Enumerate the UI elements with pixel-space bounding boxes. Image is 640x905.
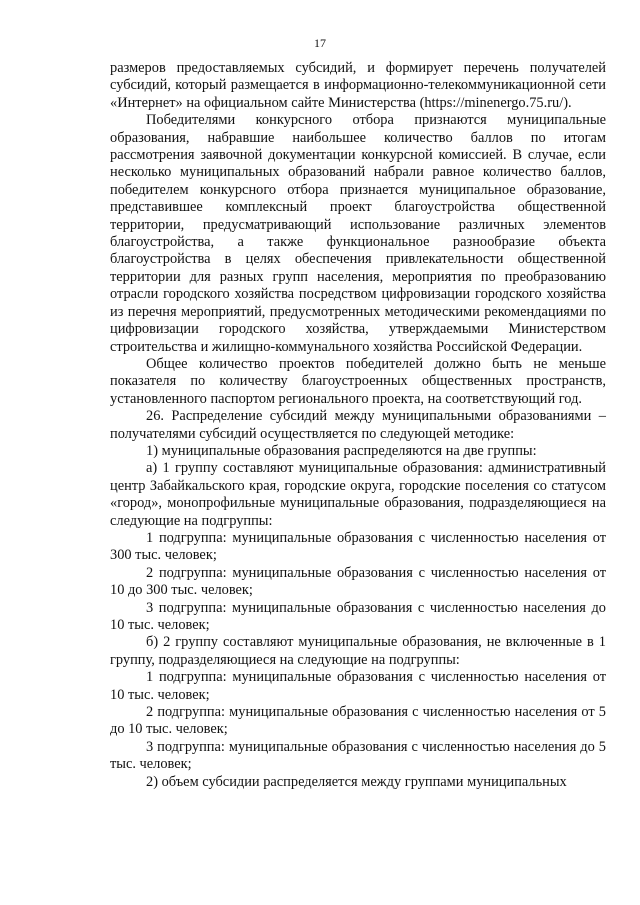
paragraph: а) 1 группу составляют муниципальные образования: административный центр Забайкальского края, городские округа, городские поселения со статусом «город», монопрофильные муниципальные образования, подразделяющиеся на следующие на подгруппы:	[110, 460, 606, 529]
paragraph: 1) муниципальные образования распределяются на две группы:	[146, 442, 537, 459]
paragraph: 3 подгруппа: муниципальные образования с численностью населения до 10 тыс. человек;	[110, 599, 606, 633]
paragraph: 2 подгруппа: муниципальные образования с численностью населения от 10 до 300 тыс. человек;	[110, 564, 606, 599]
paragraph: Победителями конкурсного отбора признаются муниципальные образования, набравшие наибольшее количество баллов по итогам рассмотрения заявочной документации конкурсной комиссией. В случае, если несколько муниципальных образований набрали равное количество баллов, победителем конкурсного отбора признается муниципальное образование, представившее комплексный проект благоустройства общественной территории, предусматривающий использование различных элементов благоустройства, а также функциональное разнообразие объекта благоустройства в целях обеспечения привлекательности общественной территории для разных групп населения, мероприятия по преобразованию отрасли городского хозяйства посредством цифровизации городского хозяйства из перечня мероприятий, предусмотренных методическими рекомендациями по цифровизации городского хозяйства, утверждаемыми Министерством строительства и жилищно-коммунального хозяйства Российской Федерации.	[110, 112, 606, 355]
paragraph: Общее количество проектов победителей должно быть не меньше показателя по количеству благоустроенных общественных пространств, установленного паспортом регионального проекта, на соответствующий год.	[110, 355, 606, 407]
paragraph: 1 подгруппа: муниципальные образования с численностью населения от 10 тыс. человек;	[110, 669, 606, 703]
paragraph: 2) объем субсидии распределяется между группами муниципальных	[146, 773, 567, 790]
page-number: 17	[314, 36, 326, 50]
paragraph: 1 подгруппа: муниципальные образования с численностью населения от 300 тыс. человек;	[110, 529, 606, 564]
paragraph: 26. Распределение субсидий между муниципальными образованиями – получателями субсидий осуществляется по следующей методике:	[110, 408, 606, 442]
paragraph: 3 подгруппа: муниципальные образования с численностью населения до 5 тыс. человек;	[110, 738, 606, 773]
paragraph: б) 2 группу составляют муниципальные образования, не включенные в 1 группу, подразделяющиеся на следующие на подгруппы:	[110, 634, 606, 668]
paragraph: размеров предоставляемых субсидий, и формирует перечень получателей субсидий, который размещается в информационно-телекоммуникационной сети «Интернет» на официальном сайте Министерства (https://minenergo.75.ru/).	[110, 60, 606, 111]
paragraph: 2 подгруппа: муниципальные образования с численностью населения от 5 до 10 тыс. человек;	[110, 704, 606, 738]
document-body	[110, 60, 606, 791]
